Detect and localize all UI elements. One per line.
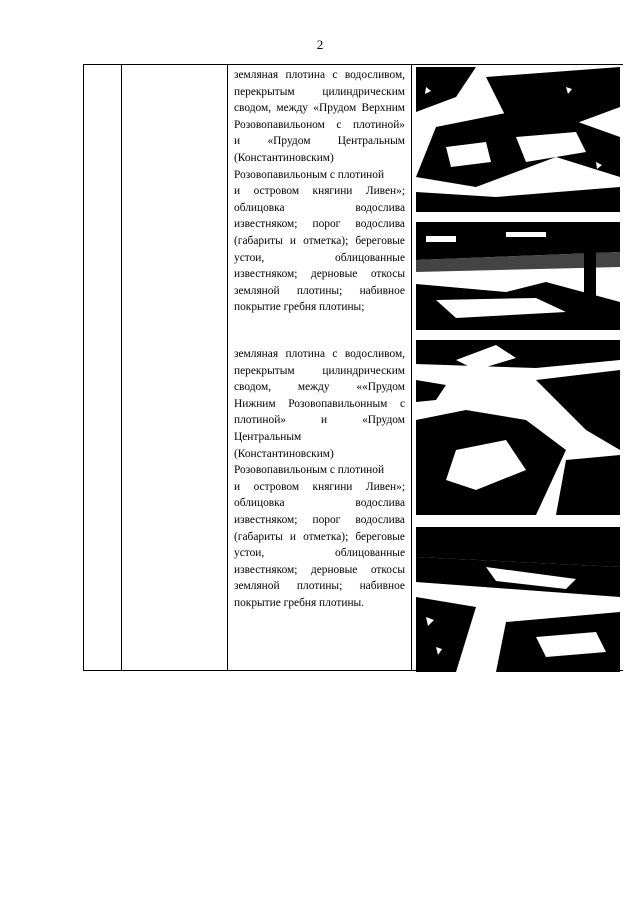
- desc-line: плотиной» и «Прудом: [234, 414, 405, 427]
- desc-line: Розовопавильоным с плотиной: [234, 464, 385, 477]
- table-col-border-4: [411, 64, 412, 671]
- desc-line: известняком; дерновые откосы: [234, 563, 405, 576]
- desc-line: и «Прудом Центральным: [234, 135, 405, 148]
- row-2-description: [234, 346, 405, 612]
- photo-image: [416, 527, 620, 672]
- table-col-border-3: [227, 64, 228, 671]
- desc-line: земляная плотина с водосливом,: [234, 69, 405, 81]
- desc-line: перекрытым цилиндрическим: [234, 85, 405, 98]
- desc-line: земляной плотины; набивное: [234, 284, 405, 297]
- desc-line: (Константиновским): [234, 447, 334, 460]
- desc-line: сводом, между «Прудом Верхним: [234, 102, 405, 115]
- desc-line: устои, облицованные: [234, 547, 405, 560]
- photo-image: [416, 67, 620, 212]
- page-number: 2: [316, 37, 324, 52]
- desc-line: известняком; порог водослива: [234, 218, 405, 231]
- desc-line: земляная плотина с водосливом,: [234, 348, 405, 360]
- photo-image: [416, 340, 620, 515]
- desc-line: перекрытым цилиндрическим: [234, 364, 405, 377]
- dam-photo-lower-2: [416, 527, 620, 672]
- dam-photo-upper-2: [416, 222, 620, 330]
- desc-line: Розовопавильоном с плотиной»: [234, 118, 405, 131]
- desc-line: известняком; дерновые откосы: [234, 268, 405, 281]
- desc-line: покрытие гребня плотины;: [234, 301, 365, 314]
- desc-line: устои, облицованные: [234, 251, 405, 264]
- scan-speck: •: [418, 504, 422, 515]
- desc-line: Розовопавильоным с плотиной: [234, 168, 385, 181]
- dam-photo-upper-1: [416, 67, 620, 212]
- desc-line: земляной плотины; набивное: [234, 580, 405, 593]
- desc-line: Нижним Розовопавильонным с: [234, 397, 405, 410]
- desc-line: и островом княгини Ливен»;: [234, 480, 405, 493]
- desc-line: облицовка водослива: [234, 201, 405, 214]
- table-top-border: [83, 64, 623, 65]
- desc-line: покрытие гребня плотины.: [234, 596, 365, 609]
- desc-line: облицовка водослива: [234, 497, 405, 510]
- table-col-border-2: [121, 64, 122, 671]
- dam-photo-lower-1: [416, 340, 620, 515]
- desc-line: (габариты и отметка); береговые: [234, 234, 405, 247]
- desc-line: известняком; порог водослива: [234, 513, 405, 526]
- row-1-description: [234, 67, 405, 316]
- table-col-border-1: [83, 64, 84, 671]
- desc-line: Центральным: [234, 430, 302, 443]
- desc-line: сводом, между ««Прудом: [234, 381, 405, 394]
- desc-line: (габариты и отметка); береговые: [234, 530, 405, 543]
- desc-line: (Константиновским): [234, 151, 334, 164]
- photo-image: [416, 222, 620, 330]
- desc-line: и островом княгини Ливен»;: [234, 185, 405, 198]
